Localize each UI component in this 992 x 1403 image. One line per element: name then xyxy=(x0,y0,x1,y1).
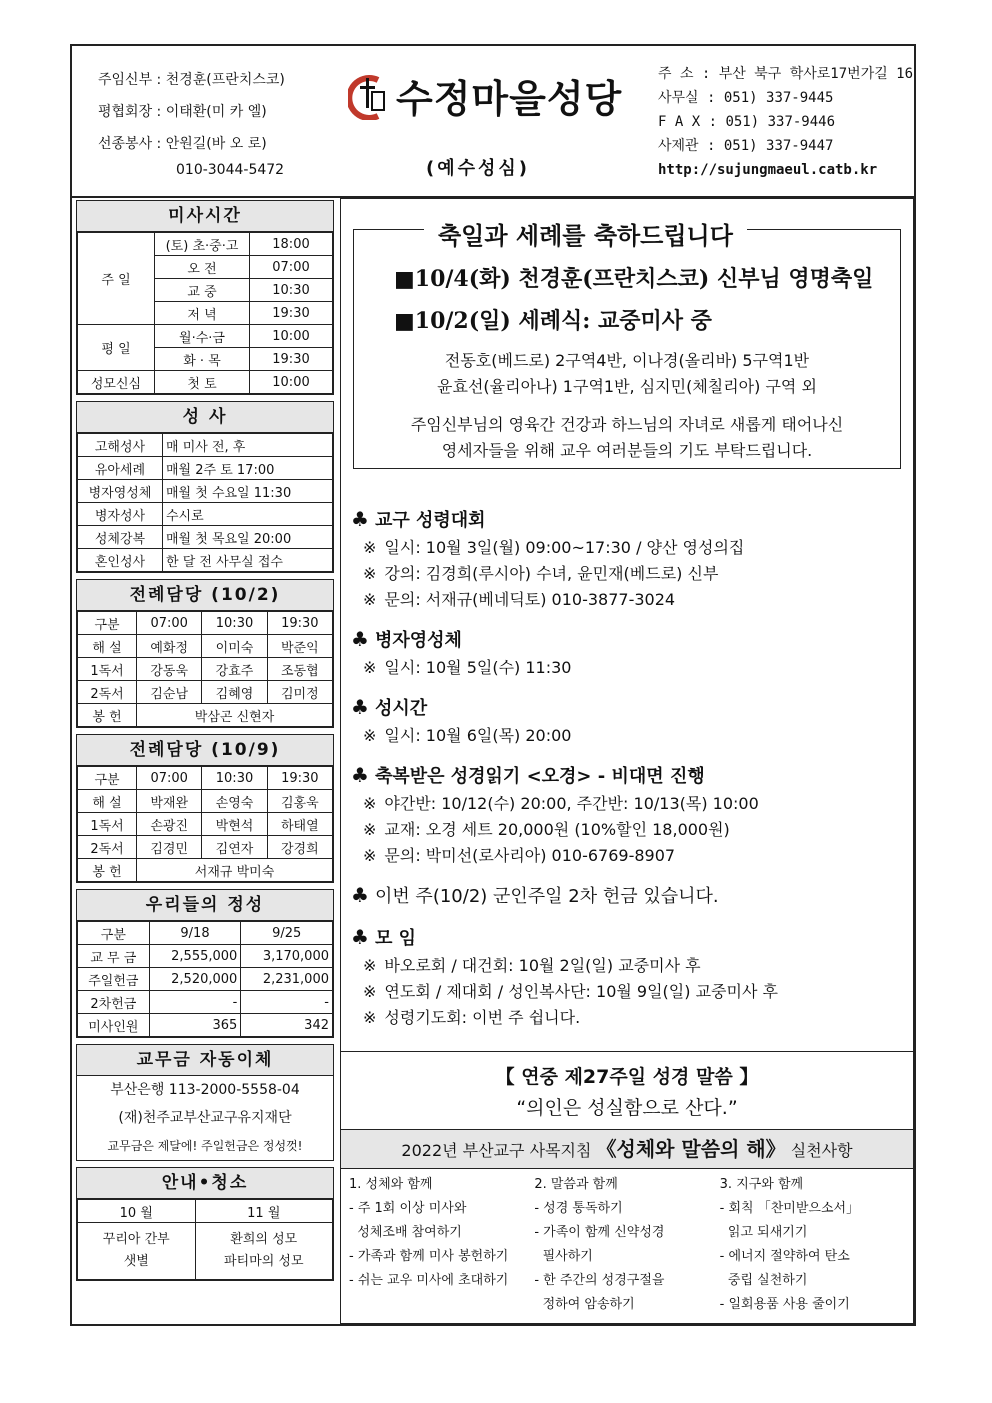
staff-info: 주임신부 : 천경훈(프란치스코) 평협회장 : 이태환(미 카 엘) 선종봉사 : 안원길(바 오 로) 010-3044-5472 xyxy=(98,72,285,178)
liturgy-cell: 이미숙 xyxy=(202,635,267,658)
scripture-box xyxy=(341,1051,913,1130)
staff-value: 이태환(미 카 엘) xyxy=(165,104,267,120)
bullet-icon: ※ xyxy=(363,794,377,813)
liturgy-cell: 해 설 xyxy=(78,635,137,658)
notice-title-text: 병자영성체 xyxy=(374,630,462,651)
offering-cell: 3,170,000 xyxy=(241,945,333,968)
notice-item-text: 일시: 10월 6일(목) 20:00 xyxy=(384,726,572,745)
mass-name: 첫 토 xyxy=(155,371,250,394)
notice-item-text: 성령기도회: 이번 주 쉽니다. xyxy=(384,1008,581,1027)
club-icon: ♣ xyxy=(351,925,369,949)
staff-label: 선종봉사 xyxy=(98,136,153,152)
pastoral-line: 읽고 되새기기 xyxy=(719,1225,808,1240)
offering-box xyxy=(76,889,334,1038)
autopay-holder: (재)천주교부산교구유지재단 xyxy=(118,1110,292,1126)
feast-line: ■10/4(화) 천경훈(프란치스코) 신부님 영명축일 xyxy=(394,266,874,292)
liturgy-cell: 김혜영 xyxy=(202,681,267,704)
liturgy-title: 전례담당 (10/2) xyxy=(77,580,333,611)
prayer-request: 영세자들을 위해 교우 여러분들의 기도 부탁드립니다. xyxy=(441,441,813,460)
bullet-icon: ※ xyxy=(363,820,377,839)
club-icon: ♣ xyxy=(351,507,369,531)
liturgy-head: 19:30 xyxy=(267,767,332,790)
pastoral-col xyxy=(720,1173,905,1317)
mass-times-box xyxy=(76,200,334,395)
sacrament-name: 병자성사 xyxy=(78,503,163,526)
contact-value: 부산 북구 학사로17번가길 16 xyxy=(718,66,914,82)
sacrament-name: 고해성사 xyxy=(78,434,163,457)
notice-item xyxy=(351,561,905,587)
cleaning-group: 샛별 xyxy=(123,1254,149,1269)
mass-time: 07:00 xyxy=(250,256,333,279)
congrats-box xyxy=(353,222,901,469)
offering-cell: 2,520,000 xyxy=(149,968,241,991)
pastoral-line: - 회칙 「찬미받으소서」 xyxy=(719,1201,860,1216)
bullet-icon: ※ xyxy=(363,956,377,975)
notice-item xyxy=(351,817,905,843)
pastoral-suffix: 실천사항 xyxy=(790,1141,853,1160)
bullet-icon: ※ xyxy=(363,846,377,865)
liturgy-cell: 1독서 xyxy=(78,813,137,836)
liturgy-cell: 강경희 xyxy=(267,836,332,859)
liturgy-cell: 손광진 xyxy=(137,813,202,836)
notice-item xyxy=(351,791,905,817)
mass-times-title: 미사시간 xyxy=(77,201,333,232)
mass-time: 18:00 xyxy=(250,233,333,256)
cleaning-month: 11 월 xyxy=(195,1200,332,1223)
pastoral-line: 중립 실천하기 xyxy=(719,1273,808,1288)
notice-title xyxy=(351,923,905,953)
mass-name: 저 녁 xyxy=(155,302,250,325)
pastoral-prefix: 2022년 부산교구 사목지침 xyxy=(401,1141,592,1160)
liturgy-head: 07:00 xyxy=(137,767,202,790)
bulletin-header xyxy=(72,46,914,198)
pastoral-line: - 일회용품 사용 줄이기 xyxy=(719,1297,850,1312)
mass-time: 10:30 xyxy=(250,279,333,302)
bullet-icon: ※ xyxy=(363,564,377,583)
scripture-title: 【 연중 제27주일 성경 말씀 】 xyxy=(495,1066,759,1088)
offering-cell: 교 무 금 xyxy=(78,945,150,968)
contact-info: 주 소 : 부산 북구 학사로17번가길 16 사무실 : 051) 337-9445 F A X : 051) 337-9446 사제관 : 051) 337-9447 http://sujungmaeul.catb.kr xyxy=(658,62,913,182)
notice-title xyxy=(351,625,905,655)
sacrament-value: 수시로 xyxy=(163,503,333,526)
offering-cell: 주일헌금 xyxy=(78,968,150,991)
liturgy-cell: 손영숙 xyxy=(202,790,267,813)
prayer-request: 주임신부님의 영육간 건강과 하느님의 자녀로 새롭게 태어나신 xyxy=(410,415,844,434)
notice-title-text: 모 임 xyxy=(374,928,416,949)
pastoral-box xyxy=(341,1129,913,1321)
contact-label: 사제관 xyxy=(658,138,699,154)
offering-head: 9/25 xyxy=(241,922,333,945)
notice-item xyxy=(351,843,905,869)
liturgy-cell: 강동욱 xyxy=(137,658,202,681)
liturgy-head: 10:30 xyxy=(202,767,267,790)
autopay-box xyxy=(76,1044,334,1161)
sacrament-value: 매월 2주 토 17:00 xyxy=(163,457,333,480)
baptism-names: 윤효선(율리아나) 1구역1반, 심지민(체칠리아) 구역 외 xyxy=(437,377,817,396)
notice-item-text: 일시: 10월 3일(월) 09:00~17:30 / 양산 영성의집 xyxy=(384,538,745,557)
bullet-icon: ※ xyxy=(363,726,377,745)
liturgy-cell: 2독서 xyxy=(78,836,137,859)
notice-title-text: 이번 주(10/2) 군인주일 2차 헌금 있습니다. xyxy=(374,886,719,907)
pastoral-line: 성체조배 참여하기 xyxy=(349,1225,462,1240)
offering-cell: 2차헌금 xyxy=(78,991,150,1014)
right-column xyxy=(340,198,914,1324)
liturgy-cell: 조동협 xyxy=(267,658,332,681)
cleaning-group: 파티마의 성모 xyxy=(224,1254,304,1269)
offering-cell: 2,555,000 xyxy=(149,945,241,968)
offering-cell: 미사인원 xyxy=(78,1014,150,1037)
contact-value: 051) 337-9446 xyxy=(725,114,836,130)
offering-cell: - xyxy=(149,991,241,1014)
offering-cell: - xyxy=(241,991,333,1014)
liturgy-cell: 봉 헌 xyxy=(78,704,137,727)
offering-table xyxy=(77,921,333,1037)
pastoral-line: - 주 1회 이상 미사와 xyxy=(349,1201,467,1216)
cleaning-month: 10 월 xyxy=(78,1200,196,1223)
pastoral-col xyxy=(349,1173,534,1317)
website-link[interactable]: http://sujungmaeul.catb.kr xyxy=(658,162,878,178)
notice-item-text: 문의: 서재규(베네딕토) 010-3877-3024 xyxy=(384,590,676,609)
liturgy-cell: 박준익 xyxy=(267,635,332,658)
bullet-icon: ※ xyxy=(363,1008,377,1027)
notice-list xyxy=(351,493,905,1031)
notice-item-text: 교재: 오경 세트 20,000원 (10%할인 18,000원) xyxy=(384,820,730,839)
bullet-icon: ※ xyxy=(363,538,377,557)
pastoral-title xyxy=(341,1130,913,1169)
club-icon: ♣ xyxy=(351,763,369,787)
contact-value: 051) 337-9445 xyxy=(723,90,834,106)
offering-title: 우리들의 정성 xyxy=(77,890,333,921)
liturgy-cell: 김경민 xyxy=(137,836,202,859)
contact-value: 051) 337-9447 xyxy=(723,138,834,154)
notice-item-text: 바오로회 / 대건회: 10월 2일(일) 교중미사 후 xyxy=(384,956,701,975)
liturgy-cell: 김미정 xyxy=(267,681,332,704)
staff-label: 주임신부 xyxy=(98,72,153,88)
bullet-icon: ※ xyxy=(363,590,377,609)
pastoral-line: - 에너지 절약하여 탄소 xyxy=(719,1249,850,1264)
autopay-account: 부산은행 113-2000-5558-04 xyxy=(110,1082,300,1098)
liturgy-head: 구분 xyxy=(78,612,137,635)
notice-item-text: 강의: 김경희(루시아) 수녀, 윤민재(베드로) 신부 xyxy=(384,564,719,583)
cleaning-group: 환희의 성모 xyxy=(230,1232,298,1247)
pastoral-columns xyxy=(341,1169,913,1321)
liturgy-offer: 박삼곤 신현자 xyxy=(137,704,333,727)
sacrament-name: 유아세례 xyxy=(78,457,163,480)
notice-item xyxy=(351,587,905,613)
mass-name: (토) 초·중·고 xyxy=(155,233,250,256)
cleaning-group: 꾸리아 간부 xyxy=(102,1232,170,1247)
baptism-line: ■10/2(일) 세례식: 교중미사 중 xyxy=(394,308,712,334)
sacraments-table xyxy=(77,433,333,572)
mass-times-table xyxy=(77,232,333,394)
contact-label: F A X xyxy=(658,114,701,130)
liturgy-cell: 박현석 xyxy=(202,813,267,836)
sacraments-title: 성 사 xyxy=(77,402,333,433)
mass-time: 19:30 xyxy=(250,348,333,371)
cleaning-title: 안내•청소 xyxy=(77,1168,333,1199)
pastoral-line: - 가족과 함께 미사 봉헌하기 xyxy=(349,1249,509,1264)
sacrament-name: 병자영성체 xyxy=(78,480,163,503)
pastoral-line: - 한 주간의 성경구절을 xyxy=(534,1273,665,1288)
mass-group-label: 평 일 xyxy=(78,325,155,371)
autopay-note: 교무금은 제달에! 주일헌금은 정성껏! xyxy=(107,1139,303,1153)
staff-label: 평협회장 xyxy=(98,104,153,120)
liturgy-cell: 김연자 xyxy=(202,836,267,859)
mass-time: 19:30 xyxy=(250,302,333,325)
notice-item xyxy=(351,979,905,1005)
liturgy-box-2 xyxy=(76,734,334,883)
notice-item-text: 문의: 박미선(로사리아) 010-6769-8907 xyxy=(384,846,676,865)
pastoral-line: - 가족이 함께 신약성경 xyxy=(534,1225,665,1240)
liturgy-head: 구분 xyxy=(78,767,137,790)
liturgy-cell: 2독서 xyxy=(78,681,137,704)
offering-head: 구분 xyxy=(78,922,150,945)
sacraments-box xyxy=(76,401,334,573)
pastoral-line: 필사하기 xyxy=(534,1249,593,1264)
liturgy-cell: 강효주 xyxy=(202,658,267,681)
notice-item xyxy=(351,723,905,749)
mass-group-label: 성모신심 xyxy=(78,371,155,394)
autopay-title: 교무금 자동이체 xyxy=(77,1045,333,1076)
liturgy-cell: 1독서 xyxy=(78,658,137,681)
liturgy-table xyxy=(77,611,333,727)
club-icon: ♣ xyxy=(351,883,369,907)
notice-item-text: 일시: 10월 5일(수) 11:30 xyxy=(384,658,572,677)
liturgy-head: 07:00 xyxy=(137,612,202,635)
liturgy-cell: 김홍욱 xyxy=(267,790,332,813)
church-logo xyxy=(348,68,622,123)
notice-title xyxy=(351,761,905,791)
left-column xyxy=(76,200,334,1287)
liturgy-cell: 하태열 xyxy=(267,813,332,836)
sacrament-name: 혼인성사 xyxy=(78,549,163,572)
offering-head: 9/18 xyxy=(149,922,241,945)
church-logo-icon xyxy=(348,72,392,120)
bullet-icon: ※ xyxy=(363,658,377,677)
notice-title-text: 축복받은 성경읽기 <오경> - 비대면 진행 xyxy=(374,766,705,787)
contact-label: 사무실 xyxy=(658,90,699,106)
notice-title-text: 성시간 xyxy=(374,698,428,719)
mass-name: 오 전 xyxy=(155,256,250,279)
notice-item xyxy=(351,953,905,979)
offering-cell: 342 xyxy=(241,1014,333,1037)
club-icon: ♣ xyxy=(351,695,369,719)
offering-cell: 2,231,000 xyxy=(241,968,333,991)
staff-value: 안원길(바 오 로) xyxy=(165,136,267,152)
sacrament-value: 매월 첫 목요일 20:00 xyxy=(163,526,333,549)
pastoral-line: - 쉬는 교우 미사에 초대하기 xyxy=(349,1273,509,1288)
church-subtitle: (예수성심) xyxy=(426,158,531,179)
notice-title xyxy=(351,505,905,535)
cleaning-table xyxy=(77,1199,333,1280)
liturgy-box-1 xyxy=(76,579,334,728)
liturgy-offer: 서재규 박미숙 xyxy=(137,859,333,882)
liturgy-cell: 김순남 xyxy=(137,681,202,704)
baptism-names: 전동호(베드로) 2구역4반, 이나경(올리바) 5구역1반 xyxy=(444,351,810,370)
bulletin-frame xyxy=(70,44,916,1326)
pastoral-col-head: 3. 지구와 함께 xyxy=(719,1177,804,1192)
pastoral-col-head: 2. 말씀과 함께 xyxy=(534,1177,618,1192)
mass-name: 화 · 목 xyxy=(155,348,250,371)
sacrament-value: 매월 첫 수요일 11:30 xyxy=(163,480,333,503)
contact-label: 주 소 xyxy=(658,66,694,82)
pastoral-line: 정하여 암송하기 xyxy=(534,1297,635,1312)
mass-time: 10:00 xyxy=(250,371,333,394)
liturgy-cell: 박재완 xyxy=(137,790,202,813)
liturgy-head: 10:30 xyxy=(202,612,267,635)
pastoral-col-head: 1. 성체와 함께 xyxy=(349,1177,433,1192)
liturgy-cell: 예화정 xyxy=(137,635,202,658)
pastoral-line: - 성경 통독하기 xyxy=(534,1201,623,1216)
mass-time: 10:00 xyxy=(250,325,333,348)
liturgy-table xyxy=(77,766,333,882)
cleaning-box xyxy=(76,1167,334,1281)
notice-title-text: 교구 성령대회 xyxy=(374,510,486,531)
sacrament-value: 한 달 전 사무실 접수 xyxy=(163,549,333,572)
sacrament-name: 성체강복 xyxy=(78,526,163,549)
staff-value: 천경훈(프란치스코) xyxy=(165,72,285,88)
liturgy-cell: 봉 헌 xyxy=(78,859,137,882)
notice-item xyxy=(351,1005,905,1031)
notice-title xyxy=(351,693,905,723)
staff-phone: 010-3044-5472 xyxy=(176,162,285,178)
notice-item xyxy=(351,655,905,681)
bullet-icon: ※ xyxy=(363,982,377,1001)
notice-item-text: 연도회 / 제대회 / 성인복사단: 10월 9일(일) 교중미사 후 xyxy=(384,982,778,1001)
liturgy-cell: 해 설 xyxy=(78,790,137,813)
notice-item xyxy=(351,535,905,561)
liturgy-head: 19:30 xyxy=(267,612,332,635)
notice-item-text: 야간반: 10/12(수) 20:00, 주간반: 10/13(목) 10:00 xyxy=(384,794,759,813)
pastoral-col xyxy=(534,1173,719,1317)
liturgy-title: 전례담당 (10/9) xyxy=(77,735,333,766)
mass-group-label: 주 일 xyxy=(78,233,155,325)
congrats-title: 축일과 세례를 축하드립니다 xyxy=(424,216,747,251)
scripture-text: “의인은 성실함으로 산다.” xyxy=(516,1097,738,1119)
mass-name: 교 중 xyxy=(155,279,250,302)
notice-title xyxy=(351,881,905,911)
church-name: 수정마을성당 xyxy=(396,76,623,121)
mass-name: 월·수·금 xyxy=(155,325,250,348)
club-icon: ♣ xyxy=(351,627,369,651)
sacrament-value: 매 미사 전, 후 xyxy=(163,434,333,457)
pastoral-main: 《성체와 말씀의 해》 xyxy=(596,1137,786,1161)
offering-cell: 365 xyxy=(149,1014,241,1037)
